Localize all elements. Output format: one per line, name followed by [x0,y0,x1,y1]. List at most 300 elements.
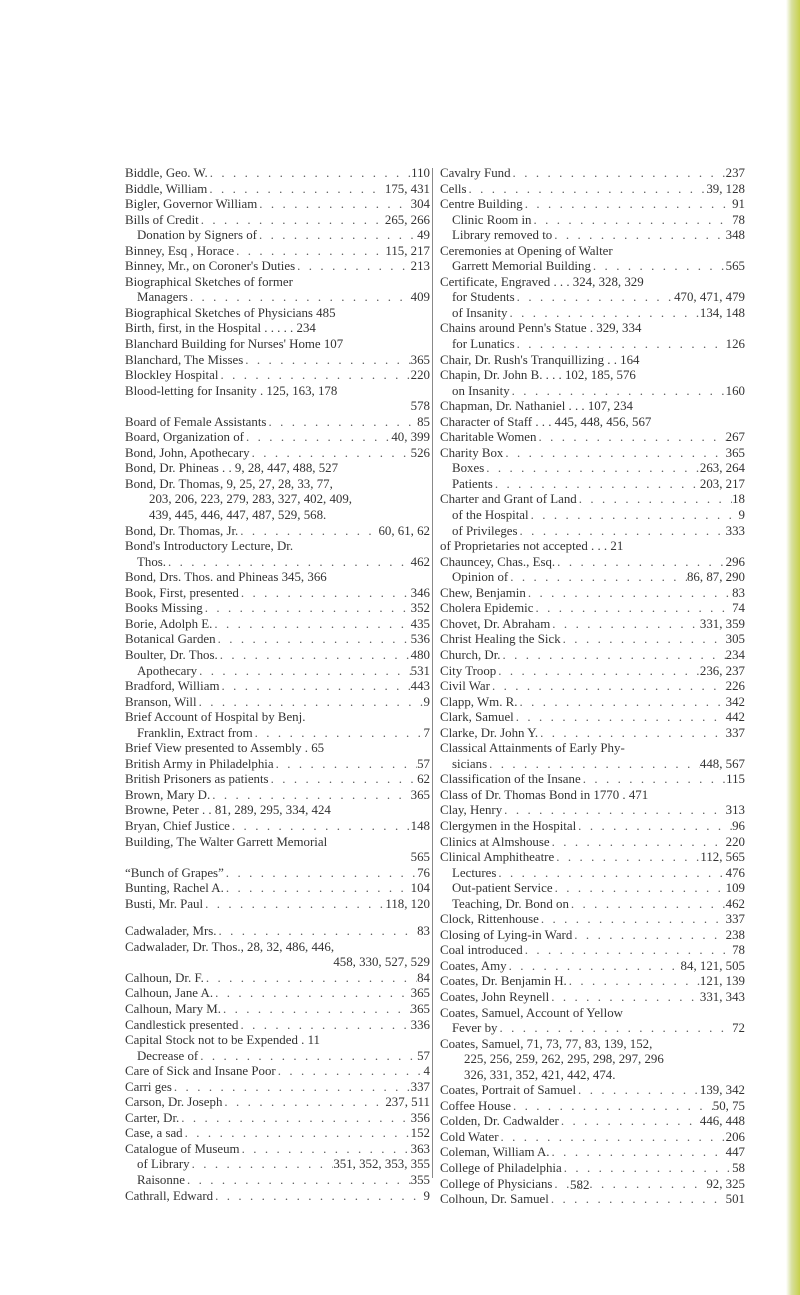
index-entry [125,601,430,617]
dot-leader [493,477,700,493]
entry-pages: 462 [725,896,745,911]
entry-heading: Carson, Dr. Joseph [125,1095,223,1110]
dot-leader [499,1130,726,1146]
index-entry [125,337,430,353]
dot-leader [207,182,385,198]
index-entry [125,741,430,757]
entry-heading: on Insanity [452,383,510,398]
entry-pages: 336 [410,1017,430,1032]
entry-heading: Calhoun, Mary M. [125,1001,221,1016]
index-entry [125,955,430,971]
entry-heading: Chains around Penn's Statue . 329, 334 [440,321,642,336]
index-entry [440,788,745,804]
entry-heading: Coates, Portrait of Samuel [440,1083,577,1098]
entry-heading: Cadwalader, Mrs. [125,924,217,939]
index-entry [440,337,745,353]
dot-leader [577,492,732,508]
dot-leader [234,244,385,260]
index-entry [440,384,745,400]
entry-pages: 356 [410,1110,430,1125]
entry-pages: 265, 266 [384,212,430,227]
dot-leader [518,524,726,540]
entry-pages: 446, 448 [699,1114,745,1129]
entry-heading: Clinic Room in [452,212,532,227]
dot-leader [204,971,417,987]
entry-heading: Care of Sick and Insane Poor [125,1064,276,1079]
entry-pages: 267 [725,430,745,445]
entry-heading: Teaching, Dr. Bond on [452,896,569,911]
dot-leader [549,1192,726,1208]
entry-heading: Bradford, William [125,679,220,694]
dot-leader [198,1049,417,1065]
index-entry [125,866,430,882]
entry-pages: 57 [417,1048,430,1063]
index-entry [440,1037,745,1053]
entry-heading: Bond, Dr. Thomas, 9, 25, 27, 28, 33, 77, [125,476,333,491]
index-entry [125,508,430,524]
entry-pages: 365 [410,352,430,367]
entry-pages: 91 [732,197,745,212]
entry-heading: Biddle, Geo. W. [125,166,208,180]
entry-heading: Character of Staff . . . 445, 448, 456, 567 [440,414,652,429]
entry-pages: 346 [410,585,430,600]
index-entry [440,539,745,555]
entry-heading: Bond, John, Apothecary [125,445,250,460]
entry-pages: 331, 359 [699,616,745,631]
entry-heading: British Army in Philadelphia [125,756,274,771]
entry-pages: 213 [410,259,430,274]
dot-leader [230,819,411,835]
entry-heading: Coal introduced [440,943,523,958]
index-entry [440,1145,745,1161]
entry-pages: 355 [410,1173,430,1187]
entry-heading: 565 [410,850,430,865]
index-entry [440,1099,745,1115]
index-entry [440,290,745,306]
dot-leader [221,1002,411,1018]
entry-heading: Charitable Women [440,430,537,445]
dot-leader [467,182,707,198]
entry-pages: 470, 471, 479 [674,290,745,305]
entry-pages: 104 [410,881,430,896]
index-entry [125,353,430,369]
entry-pages: 333 [725,523,745,538]
entry-pages: 118, 120 [385,896,430,911]
entry-heading: Catalogue of Museum [125,1141,240,1156]
dot-leader [216,924,417,940]
index-entry [440,1114,745,1130]
entry-heading: Classical Attainments of Early Phy- [440,741,625,756]
index-entry [440,353,745,369]
index-entry [440,757,745,773]
entry-pages: 83 [732,585,745,600]
dot-leader [539,912,726,928]
entry-heading: Charter and Grant of Land [440,492,577,507]
index-entry [125,430,430,446]
dot-leader [538,726,726,742]
index-entry [440,477,745,493]
dot-leader [222,1095,385,1111]
entry-heading: Colden, Dr. Cadwalder [440,1114,559,1129]
index-entry [440,228,745,244]
entry-pages: 84, 121, 505 [680,958,745,973]
entry-pages: 443 [410,679,430,694]
index-entry [440,850,745,866]
index-entry [440,1021,745,1037]
entry-heading: Boxes [452,461,485,476]
entry-heading: of the Hospital [452,508,529,523]
dot-leader [274,757,418,773]
entry-pages: 480 [410,647,430,662]
entry-heading: Coffee House [440,1098,511,1113]
index-entry [440,555,745,571]
index-entry [125,757,430,773]
index-entry [440,368,745,384]
entry-pages: 4 [423,1064,430,1079]
index-entry [440,524,745,540]
entry-heading: Fever by [452,1021,498,1036]
entry-heading: Cathrall, Edward [125,1188,214,1203]
entry-pages: 139, 342 [699,1083,745,1098]
index-entry [440,244,745,260]
index-entry [440,275,745,291]
entry-pages: 18 [732,492,745,507]
entry-heading: Christ Healing the Sick [440,632,561,647]
entry-heading: Clock, Rittenhouse [440,912,539,927]
entry-heading: Case, a sad [125,1126,183,1141]
entry-pages: 448, 567 [699,756,745,771]
dot-leader [511,166,726,182]
dot-leader [212,617,410,633]
entry-heading: Coates, Amy [440,958,507,973]
index-entry [440,1068,745,1084]
entry-pages: 40, 399 [391,430,430,445]
index-entry [125,1126,430,1142]
index-entry [440,399,745,415]
dot-leader [238,524,378,540]
entry-heading: Brief View presented to Assembly . 65 [125,741,325,756]
index-entry [125,940,430,956]
index-entry [125,446,430,462]
index-entry [440,959,745,975]
entry-pages: 263, 264 [699,461,745,476]
entry-pages: 7 [423,725,430,740]
index-entry [125,803,430,819]
entry-heading: Chair, Dr. Rush's Tranquillizing . . 164 [440,352,640,367]
entry-heading: British Prisoners as patients [125,772,269,787]
index-entry [440,601,745,617]
index-entry [440,570,745,586]
entry-heading: Cadwalader, Dr. Thos., 28, 32, 486, 446, [125,939,335,954]
dot-leader [179,1111,410,1127]
entry-pages: 536 [410,632,430,647]
entry-heading: Bills of Credit [125,212,199,227]
entry-pages: 206 [725,1129,745,1144]
entry-heading: Cavalry Fund [440,166,511,180]
entry-heading: Biddle, William [125,181,208,196]
dot-leader [213,986,411,1002]
entry-pages: 351, 352, 353, 355 [333,1157,430,1172]
entry-pages: 501 [725,1192,745,1207]
dot-leader [549,990,700,1006]
entry-pages: 112, 565 [700,850,745,865]
entry-pages: 115 [726,772,745,787]
entry-pages: 348 [725,228,745,243]
index-entry [125,415,430,431]
entry-heading: Bond, Drs. Thos. and Phineas 345, 366 [125,570,327,585]
entry-heading: Patients [452,476,493,491]
entry-heading: Clay, Henry [440,803,503,818]
entry-pages: 9 [738,508,745,523]
dot-leader [511,1099,713,1115]
index-entry [125,632,430,648]
entry-heading: of Proprietaries not accepted . . . 21 [440,539,624,554]
dot-leader [239,586,411,602]
index-entry [440,197,745,213]
index-entry [125,570,430,586]
entry-heading: “Bunch of Grapes” [125,865,224,880]
entry-pages: 365 [410,787,430,802]
index-entry [125,1049,430,1065]
entry-heading: Brown, Mary D. [125,787,211,802]
dot-leader [552,228,725,244]
index-entry [125,986,430,1002]
entry-heading: Coleman, William A. [440,1145,550,1160]
index-entry [440,928,745,944]
entry-heading: Branson, Will [125,694,197,709]
entry-pages: 72 [732,1021,745,1036]
entry-heading: Centre Building [440,197,523,212]
index-entry [125,971,430,987]
dot-leader [224,866,417,882]
dot-leader [567,974,700,990]
entry-pages: 160 [725,383,745,398]
entry-heading: Apothecary [137,663,198,678]
index-entry [440,1052,745,1068]
index-entry [125,492,430,508]
entry-heading: Chauncey, Chas., Esq. [440,554,556,569]
entry-pages: 337 [725,725,745,740]
index-entry [440,306,745,322]
entry-heading: Blockley Hospital [125,368,219,383]
entry-heading: Busti, Mr. Paul [125,896,204,911]
dot-leader [576,1083,700,1099]
entry-heading: Clergymen in the Hospital [440,818,577,833]
entry-pages: 78 [732,943,745,958]
entry-heading: of Privileges [452,523,518,538]
index-entry [440,695,745,711]
index-entry [440,1006,745,1022]
index-entry [125,586,430,602]
entry-pages: 337 [410,1079,430,1094]
dot-leader [253,726,424,742]
index-entry [125,306,430,322]
entry-heading: Capital Stock not to be Expended . 11 [125,1033,320,1048]
entry-heading: Chapin, Dr. John B. . . . 102, 185, 576 [440,368,636,383]
index-entry [125,166,430,182]
index-entry [440,835,745,851]
dot-leader [213,1189,423,1205]
dot-leader [266,415,417,431]
entry-pages: 565 [725,259,745,274]
entry-heading: Coates, Dr. Benjamin H. [440,974,567,989]
entry-pages: 58 [732,1161,745,1175]
entry-heading: Boulter, Dr. Thos. [125,647,218,662]
dot-leader [183,1126,411,1142]
dot-leader [487,757,700,773]
entry-heading: Bond, Dr. Phineas . . 9, 28, 447, 488, 527 [125,461,339,476]
dot-leader [508,570,687,586]
index-entry [125,924,430,940]
dot-leader [197,664,411,680]
entry-pages: 476 [725,865,745,880]
dot-leader [523,943,732,959]
dot-leader [269,772,418,788]
dot-leader [257,197,410,213]
index-entry [440,679,745,695]
index-entry [125,368,430,384]
entry-heading: Charity Box [440,445,504,460]
dot-leader [219,679,410,695]
entry-pages: 220 [410,368,430,383]
entry-pages: 84 [417,970,430,985]
dot-leader [572,928,725,944]
index-entry [440,508,745,524]
dot-leader [501,648,726,664]
index-entry [440,990,745,1006]
dot-leader [508,306,700,322]
entry-pages: 238 [725,927,745,942]
entry-pages: 92, 325 [706,1176,745,1191]
dot-leader [581,772,726,788]
dot-leader [496,866,725,882]
entry-pages: 462 [410,554,430,569]
entry-pages: 296 [725,554,745,569]
index-entry [440,803,745,819]
entry-heading: Classification of the Insane [440,772,581,787]
dot-leader [532,213,733,229]
dot-leader [502,803,725,819]
entry-heading: College of Physicians [440,1176,553,1191]
entry-heading: Blood-letting for Insanity . 125, 163, 178 [125,383,338,398]
entry-pages: 305 [725,632,745,647]
entry-pages: 39, 128 [706,181,745,196]
index-entry [440,430,745,446]
index-entry [125,384,430,400]
entry-heading: Cold Water [440,1129,499,1144]
entry-heading: of Insanity [452,305,508,320]
index-entry [440,1161,745,1177]
index-entry [125,1189,430,1205]
index-entry [440,1192,745,1208]
entry-pages: 331, 343 [699,989,745,1004]
dot-leader [526,586,732,602]
dot-leader [515,337,726,353]
index-entry [125,679,430,695]
dot-leader [190,1157,334,1173]
dot-leader [218,368,410,384]
index-entry [125,850,430,866]
dot-leader [257,228,417,244]
index-entry [125,617,430,633]
dot-leader [523,197,732,213]
index-entry [125,1173,430,1189]
entry-pages: 126 [725,337,745,352]
dot-leader [517,695,725,711]
page-number: 582 [570,1177,590,1192]
dot-leader [197,695,424,711]
index-entry [125,1018,430,1034]
index-entry [440,943,745,959]
entry-heading: Binney, Mr., on Coroner's Duties [125,259,296,274]
entry-heading: Carri ges [125,1079,172,1094]
dot-leader [497,1021,732,1037]
entry-pages: 447 [725,1145,745,1160]
column-divider [432,168,433,1178]
entry-heading: Colhoun, Dr. Samuel [440,1192,549,1207]
dot-leader [515,290,674,306]
entry-heading: Cells [440,181,467,196]
index-entry [440,461,745,477]
entry-heading: Blanchard Building for Nurses' Home 107 [125,337,344,352]
entry-pages: 85 [417,414,430,429]
index-entry [440,415,745,431]
entry-pages: 62 [417,772,430,787]
entry-pages: 121, 139 [699,974,745,989]
index-entry [440,866,745,882]
entry-pages: 352 [410,601,430,616]
entry-pages: 57 [417,756,430,771]
entry-pages: 86, 87, 290 [686,570,745,585]
dot-leader [554,850,700,866]
index-column-left [125,166,430,1204]
index-entry [440,726,745,742]
entry-pages: 435 [410,616,430,631]
index-entry [125,881,430,897]
entry-heading: Civil War [440,679,490,694]
dot-leader [533,601,732,617]
dot-leader [510,384,726,400]
index-entry [440,648,745,664]
entry-pages: 76 [417,865,430,880]
entry-heading: 225, 256, 259, 262, 295, 298, 297, 296 [464,1052,664,1067]
entry-heading: College of Philadelphia [440,1161,562,1175]
entry-heading: Church, Dr. [440,647,501,662]
entry-pages: 531 [410,663,430,678]
index-entry [125,1111,430,1127]
entry-pages: 49 [417,228,430,243]
index-entry [125,695,430,711]
dot-leader [550,617,700,633]
index-entry [440,166,745,182]
dot-leader [243,353,410,369]
entry-pages: 313 [725,803,745,818]
index-entry [125,290,430,306]
entry-heading: Decrease of [137,1048,199,1063]
index-entry [440,664,745,680]
entry-heading: for Lunatics [452,337,515,352]
entry-pages: 442 [725,710,745,725]
entry-heading: Birth, first, in the Hospital . . . . . 234 [125,321,316,336]
dot-leader [536,430,725,446]
entry-heading: Clark, Samuel [440,710,514,725]
dot-leader [559,1114,700,1130]
index-entry [440,213,745,229]
entry-pages: 175, 431 [384,181,430,196]
index-entry [440,1130,745,1146]
index-entry [125,788,430,804]
index-entry [125,772,430,788]
